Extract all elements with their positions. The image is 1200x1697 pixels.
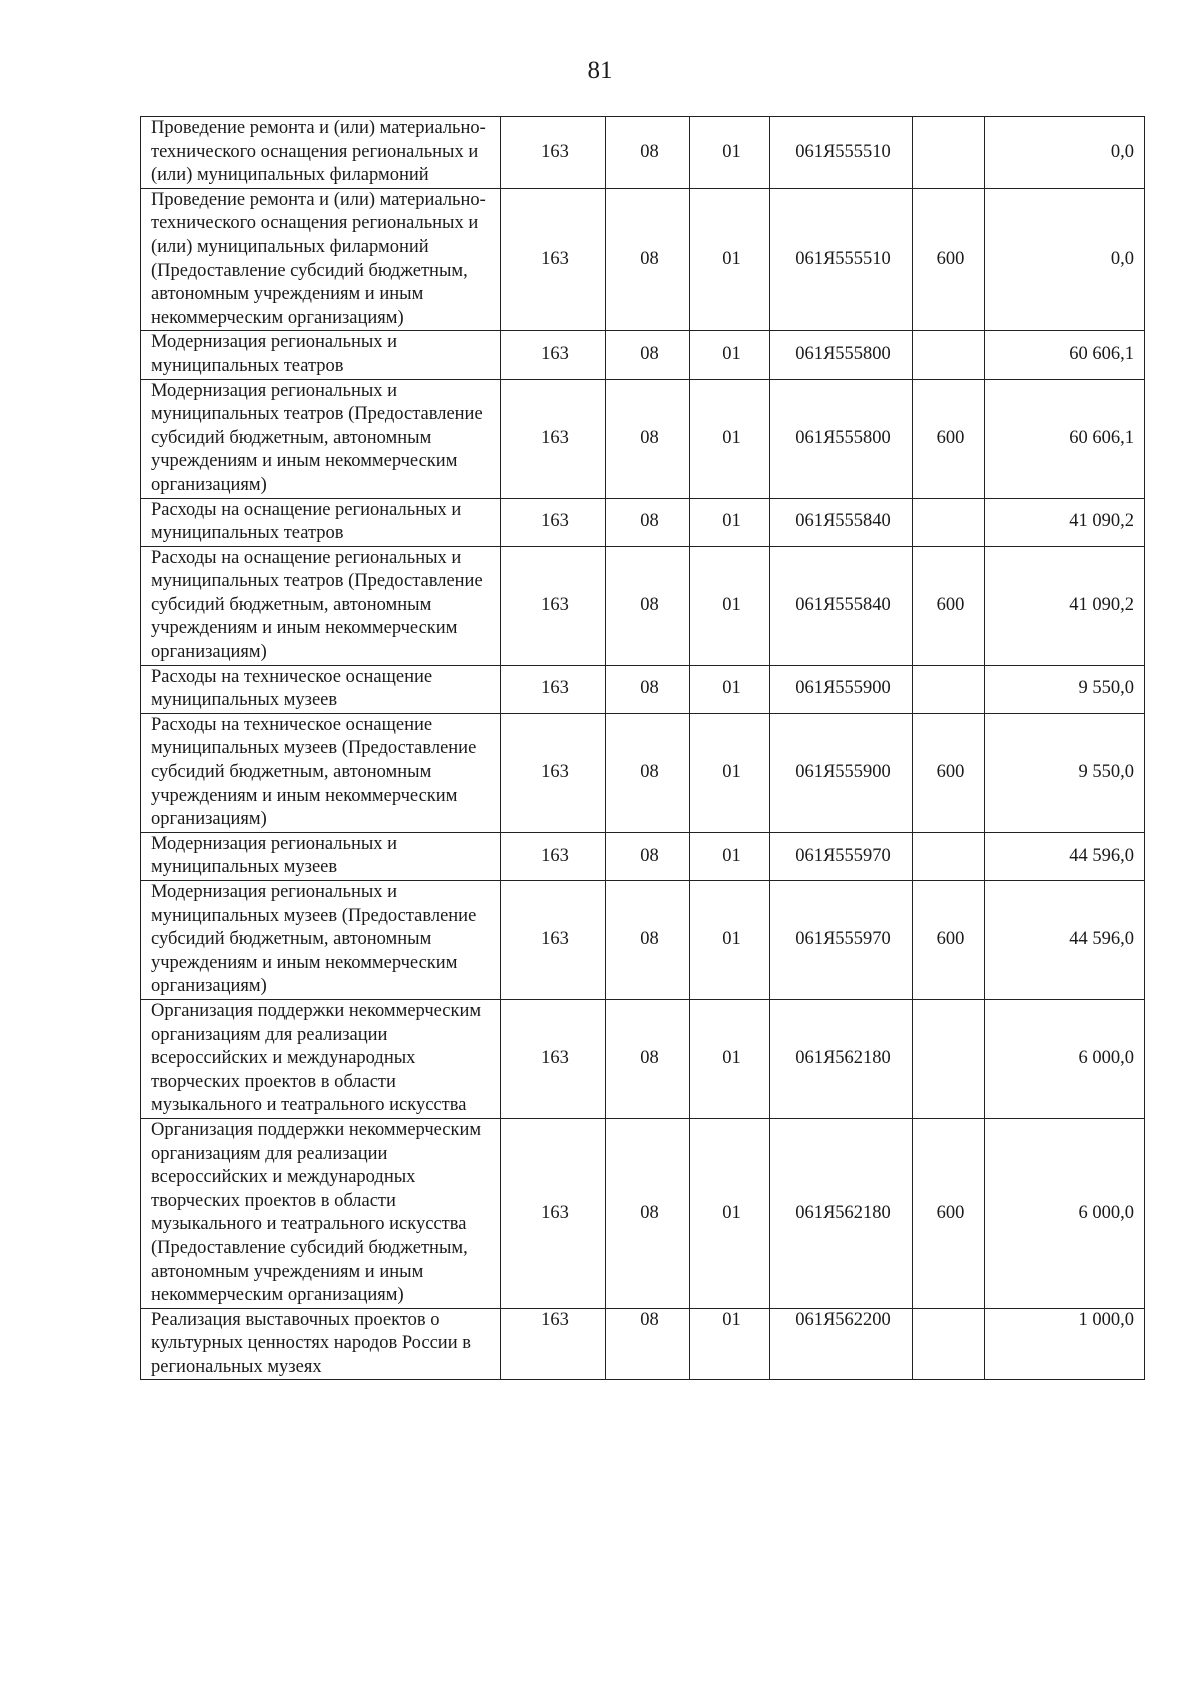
row-section: 08 (606, 379, 690, 498)
row-expense-type: 600 (913, 379, 985, 498)
table-row (141, 832, 1145, 880)
row-expense-type: 600 (913, 188, 985, 331)
row-subsection: 01 (690, 379, 770, 498)
row-name: Модернизация региональных и муниципальных театров (141, 331, 501, 379)
row-expense-type (913, 117, 985, 189)
row-amount: 41 090,2 (985, 498, 1145, 546)
row-subsection: 01 (690, 713, 770, 832)
row-name: Расходы на техническое оснащение муниципальных музеев (Предоставление субсидий бюджетным, автономным учреждениям и иным некоммерческим организациям) (141, 713, 501, 832)
row-target: 061Я555840 (770, 546, 913, 665)
row-admin: 163 (501, 1308, 606, 1380)
row-section: 08 (606, 999, 690, 1118)
row-section: 08 (606, 331, 690, 379)
row-target: 061Я555970 (770, 832, 913, 880)
row-amount: 9 550,0 (985, 713, 1145, 832)
row-admin: 163 (501, 546, 606, 665)
row-amount: 60 606,1 (985, 379, 1145, 498)
row-subsection: 01 (690, 1308, 770, 1380)
row-expense-type (913, 999, 985, 1118)
row-section: 08 (606, 498, 690, 546)
row-admin: 163 (501, 331, 606, 379)
row-subsection: 01 (690, 498, 770, 546)
row-section: 08 (606, 713, 690, 832)
table-row (141, 379, 1145, 498)
row-subsection: 01 (690, 665, 770, 713)
row-expense-type: 600 (913, 713, 985, 832)
table-row (141, 117, 1145, 189)
table-row (141, 1118, 1145, 1308)
row-expense-type (913, 498, 985, 546)
row-section: 08 (606, 1118, 690, 1308)
row-target: 061Я555900 (770, 713, 913, 832)
row-amount: 41 090,2 (985, 546, 1145, 665)
row-subsection: 01 (690, 832, 770, 880)
row-section: 08 (606, 546, 690, 665)
row-section: 08 (606, 188, 690, 331)
row-subsection: 01 (690, 331, 770, 379)
row-admin: 163 (501, 188, 606, 331)
row-name: Расходы на техническое оснащение муниципальных музеев (141, 665, 501, 713)
row-target: 061Я562180 (770, 1118, 913, 1308)
row-target: 061Я562180 (770, 999, 913, 1118)
row-amount: 0,0 (985, 188, 1145, 331)
row-amount: 1 000,0 (985, 1308, 1145, 1380)
row-expense-type (913, 331, 985, 379)
row-admin: 163 (501, 379, 606, 498)
row-target: 061Я555800 (770, 379, 913, 498)
row-expense-type: 600 (913, 546, 985, 665)
row-amount: 6 000,0 (985, 1118, 1145, 1308)
page-number: 81 (587, 57, 613, 84)
row-admin: 163 (501, 832, 606, 880)
table-row (141, 331, 1145, 379)
row-admin: 163 (501, 665, 606, 713)
row-target: 061Я555900 (770, 665, 913, 713)
table-row (141, 1308, 1145, 1380)
row-admin: 163 (501, 1118, 606, 1308)
row-amount: 6 000,0 (985, 999, 1145, 1118)
row-admin: 163 (501, 498, 606, 546)
table-row (141, 188, 1145, 331)
row-target: 061Я555840 (770, 498, 913, 546)
row-amount: 0,0 (985, 117, 1145, 189)
row-section: 08 (606, 665, 690, 713)
row-expense-type (913, 665, 985, 713)
row-name: Модернизация региональных и муниципальных музеев (Предоставление субсидий бюджетным, автономным учреждениям и иным некоммерческим организациям) (141, 881, 501, 1000)
row-expense-type: 600 (913, 1118, 985, 1308)
row-admin: 163 (501, 999, 606, 1118)
row-section: 08 (606, 1308, 690, 1380)
row-amount: 9 550,0 (985, 665, 1145, 713)
row-amount: 44 596,0 (985, 881, 1145, 1000)
table-row (141, 665, 1145, 713)
row-target: 061Я562200 (770, 1308, 913, 1380)
table-row (141, 713, 1145, 832)
row-name: Проведение ремонта и (или) материально-технического оснащения региональных и (или) муниципальных филармоний (Предоставление субсидий бюджетным, автономным учреждениям и иным некоммерческим организациям) (141, 188, 501, 331)
row-expense-type (913, 832, 985, 880)
row-name: Проведение ремонта и (или) материально-технического оснащения региональных и (или) муниципальных филармоний (141, 117, 501, 189)
row-subsection: 01 (690, 188, 770, 331)
row-subsection: 01 (690, 117, 770, 189)
row-target: 061Я555970 (770, 881, 913, 1000)
row-admin: 163 (501, 713, 606, 832)
row-name: Реализация выставочных проектов о культурных ценностях народов России в региональных музеях (141, 1308, 501, 1380)
row-name: Организация поддержки некоммерческим организациям для реализации всероссийских и международных творческих проектов в области музыкального и театрального искусства (Предоставление субсидий бюджетным, автономным учреждениям и иным некоммерческим организациям) (141, 1118, 501, 1308)
budget-table (140, 116, 1145, 1380)
table-row (141, 999, 1145, 1118)
table-row (141, 498, 1145, 546)
row-admin: 163 (501, 117, 606, 189)
row-name: Организация поддержки некоммерческим организациям для реализации всероссийских и международных творческих проектов в области музыкального и театрального искусства (141, 999, 501, 1118)
row-expense-type: 600 (913, 881, 985, 1000)
row-target: 061Я555510 (770, 188, 913, 331)
row-subsection: 01 (690, 1118, 770, 1308)
row-admin: 163 (501, 881, 606, 1000)
row-section: 08 (606, 117, 690, 189)
row-subsection: 01 (690, 881, 770, 1000)
row-subsection: 01 (690, 999, 770, 1118)
row-target: 061Я555510 (770, 117, 913, 189)
table-row (141, 546, 1145, 665)
row-amount: 60 606,1 (985, 331, 1145, 379)
row-expense-type (913, 1308, 985, 1380)
row-name: Расходы на оснащение региональных и муниципальных театров (141, 498, 501, 546)
row-name: Модернизация региональных и муниципальных музеев (141, 832, 501, 880)
row-name: Расходы на оснащение региональных и муниципальных театров (Предоставление субсидий бюджетным, автономным учреждениям и иным некоммерческим организациям) (141, 546, 501, 665)
row-amount: 44 596,0 (985, 832, 1145, 880)
row-target: 061Я555800 (770, 331, 913, 379)
row-name: Модернизация региональных и муниципальных театров (Предоставление субсидий бюджетным, автономным учреждениям и иным некоммерческим организациям) (141, 379, 501, 498)
row-subsection: 01 (690, 546, 770, 665)
row-section: 08 (606, 881, 690, 1000)
row-section: 08 (606, 832, 690, 880)
table-row (141, 881, 1145, 1000)
